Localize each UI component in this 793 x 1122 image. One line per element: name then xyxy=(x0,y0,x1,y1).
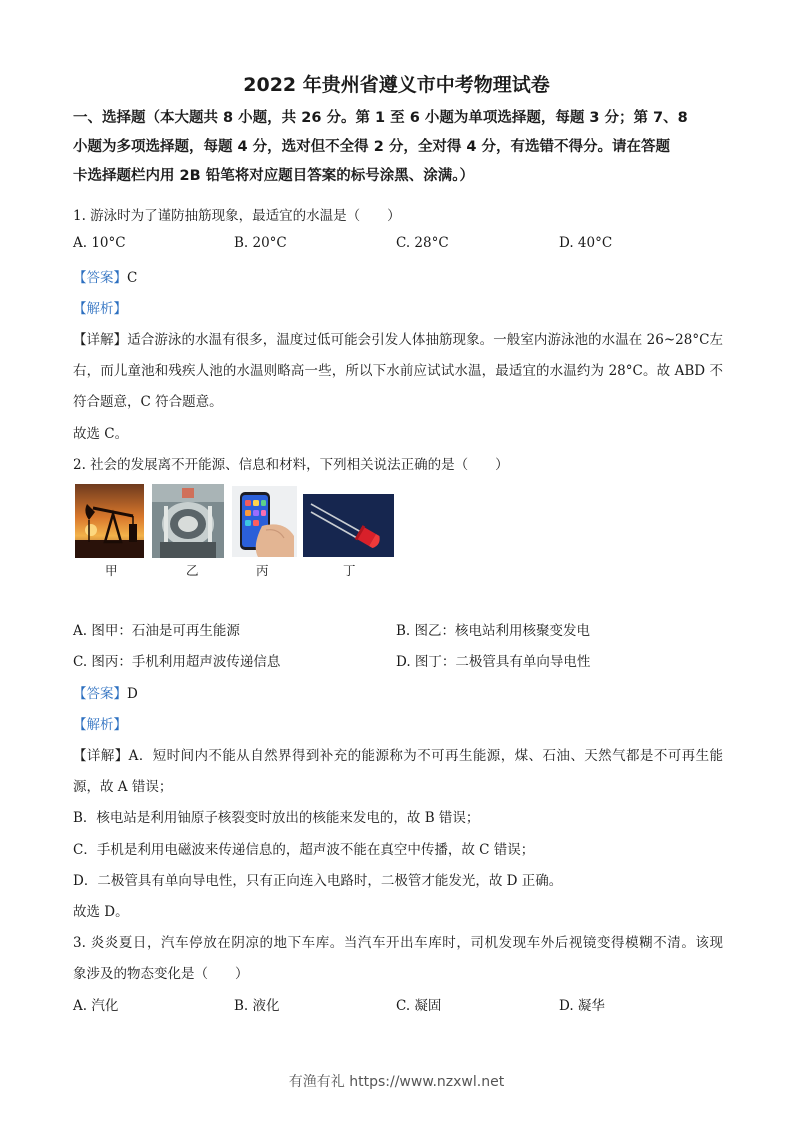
section-heading-line-2: 小题为多项选择题，每题 4 分，选对但不全得 2 分，全对得 4 分，有选错不得分。请在答题 xyxy=(73,139,671,155)
q2-detail-b: B．核电站是利用铀原子核裂变时放出的核能来发电的，故 B 错误； xyxy=(73,810,480,826)
q2-detail-c: C．手机是利用电磁波来传递信息的，超声波不能在真空中传播，故 C 错误； xyxy=(73,842,535,858)
q3-option-a: A. 汽化 xyxy=(73,998,119,1014)
q2-answer xyxy=(73,682,138,702)
q1-option-a: A. 10°C xyxy=(73,235,126,251)
q2-option-d: D. 图丁：二极管具有单向导电性 xyxy=(396,654,591,670)
q3-stem-line-1: 3. 炎炎夏日，汽车停放在阴凉的地下车库。当汽车开出车库时，司机发现车外后视镜变得模糊不清。该现 xyxy=(73,935,723,951)
q1-conclusion: 故选 C。 xyxy=(73,426,129,442)
q2-option-a: A. 图甲：石油是可再生能源 xyxy=(73,623,240,639)
q1-option-d: D. 40°C xyxy=(559,235,613,251)
q3-option-c: C. 凝固 xyxy=(396,998,442,1014)
q2-analysis-tag: 【解析】 xyxy=(73,717,127,733)
nuclear-plant-image xyxy=(152,484,224,558)
q3-option-b: B. 液化 xyxy=(234,998,280,1014)
smartphone-image xyxy=(232,486,297,557)
q2-conclusion: 故选 D。 xyxy=(73,904,129,920)
q2-detail-line-1: 【详解】A．短时间内不能从自然界得到补充的能源称为不可再生能源，煤、石油、天然气都是不可再生能 xyxy=(73,748,723,764)
image-caption-jia: 甲 xyxy=(105,563,118,578)
oil-pumpjack-image xyxy=(75,484,144,558)
answer-tag: 【答案】 xyxy=(73,686,127,702)
section-heading-line-3: 卡选择题栏内用 2B 铅笔将对应题目答案的标号涂黑、涂满。） xyxy=(73,168,474,184)
q2-option-b: B. 图乙：核电站利用核聚变发电 xyxy=(396,623,591,639)
answer-tag: 【答案】 xyxy=(73,270,127,286)
image-caption-ding: 丁 xyxy=(343,563,356,578)
section-heading xyxy=(73,104,723,191)
page-title: 2022 年贵州省遵义市中考物理试卷 xyxy=(243,74,550,96)
q1-detail-line-2: 右，而儿童池和残疾人池的水温则略高一些，所以下水前应试试水温，最适宜的水温约为 28°C。故 ABD 不 xyxy=(73,363,723,379)
q1-option-b: B. 20°C xyxy=(234,235,287,251)
q2-detail-line-2: 源，故 A 错误； xyxy=(73,779,173,795)
image-caption-yi: 乙 xyxy=(186,563,199,578)
q2-stem: 2. 社会的发展离不开能源、信息和材料，下列相关说法正确的是（ ） xyxy=(73,457,509,473)
q1-answer xyxy=(73,266,137,286)
q2-detail-d: D．二极管具有单向导电性，只有正向连入电路时，二极管才能发光，故 D 正确。 xyxy=(73,873,563,889)
q2-option-c: C. 图丙：手机利用超声波传递信息 xyxy=(73,654,281,670)
answer-value: D xyxy=(127,686,138,702)
q3-option-d: D. 凝华 xyxy=(559,998,605,1014)
q1-option-c: C. 28°C xyxy=(396,235,449,251)
q1-detail-line-1: 【详解】适合游泳的水温有很多，温度过低可能会引发人体抽筋现象。一般室内游泳池的水温在 26~28°C左 xyxy=(73,332,723,348)
q1-stem: 1. 游泳时为了谨防抽筋现象，最适宜的水温是（ ） xyxy=(73,208,401,224)
answer-value: C xyxy=(127,270,138,286)
image-caption-bing: 丙 xyxy=(256,563,269,578)
led-diode-image xyxy=(303,494,394,557)
q1-analysis-tag: 【解析】 xyxy=(73,301,127,317)
q1-detail-line-3: 符合题意，C 符合题意。 xyxy=(73,394,223,410)
footer-watermark: 有渔有礼 https://www.nzxwl.net xyxy=(288,1074,505,1090)
q3-stem-line-2: 象涉及的物态变化是（ ） xyxy=(73,966,249,982)
section-heading-line-1: 一、选择题（本大题共 8 小题，共 26 分。第 1 至 6 小题为单项选择题，每题 3 分；第 7、8 xyxy=(73,110,688,126)
